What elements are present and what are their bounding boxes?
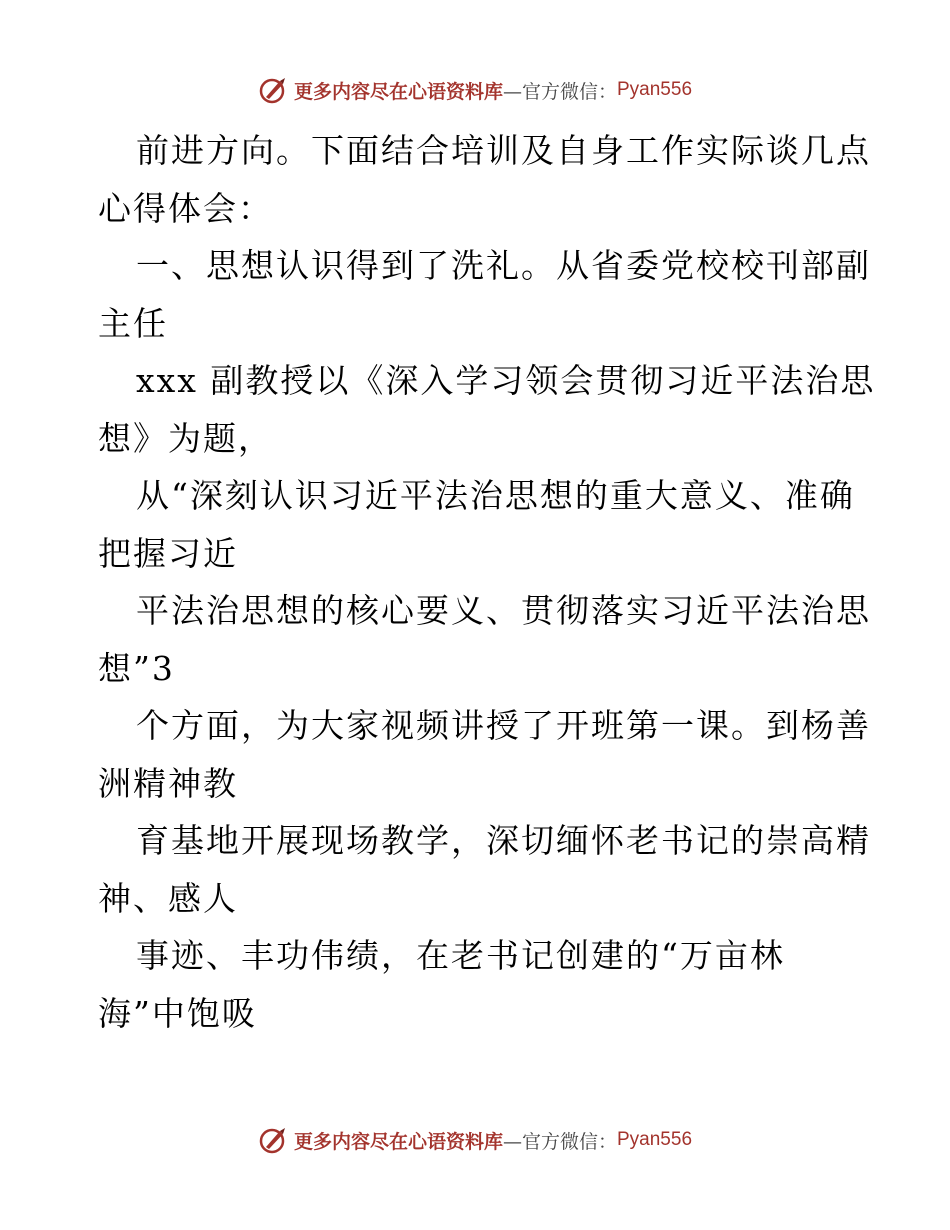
text-line: 育基地开展现场教学，深切缅怀老书记的崇高精 xyxy=(136,821,871,860)
text-line: xxx 副教授以《深入学习领会贯彻习近平法治思 xyxy=(136,361,876,400)
text-line: 想》为题， xyxy=(98,418,273,458)
text-line: 从“深刻认识习近平法治思想的重大意义、准确 xyxy=(136,476,855,515)
banner-wechat-label: —官方微信： xyxy=(502,1130,617,1153)
text-line: 事迹、丰功伟绩，在老书记创建的“万亩林 xyxy=(136,936,785,975)
banner-site-name: 更多内容尽在心语资料库 xyxy=(293,1130,503,1153)
banner-wechat-id: Pyan556 xyxy=(617,79,693,100)
banner-wechat-label: —官方微信： xyxy=(502,80,617,103)
text-line: 把握习近 xyxy=(98,533,238,573)
quill-pen-logo-icon xyxy=(258,1125,288,1155)
text-line: 神、感人 xyxy=(98,878,238,918)
text-line: 个方面，为大家视频讲授了开班第一课。到杨善 xyxy=(136,706,871,745)
document-body xyxy=(98,122,876,1042)
quill-pen-logo-icon xyxy=(258,75,288,105)
text-line: 平法治思想的核心要义、贯彻落实习近平法治思 xyxy=(136,591,871,630)
text-line: 心得体会： xyxy=(98,188,273,228)
text-line: 想”3 xyxy=(98,648,175,688)
text-line: 一、思想认识得到了洗礼。从省委党校校刊部副 xyxy=(136,246,871,285)
text-line: 前进方向。下面结合培训及自身工作实际谈几点 xyxy=(136,131,871,170)
banner-site-name: 更多内容尽在心语资料库 xyxy=(293,80,503,103)
banner-wechat-id: Pyan556 xyxy=(617,1129,693,1150)
text-line: 海”中饱吸 xyxy=(98,993,257,1033)
footer-banner xyxy=(0,1122,950,1158)
header-banner xyxy=(0,72,950,108)
text-line: 主任 xyxy=(98,303,168,343)
text-line: 洲精神教 xyxy=(98,763,238,803)
